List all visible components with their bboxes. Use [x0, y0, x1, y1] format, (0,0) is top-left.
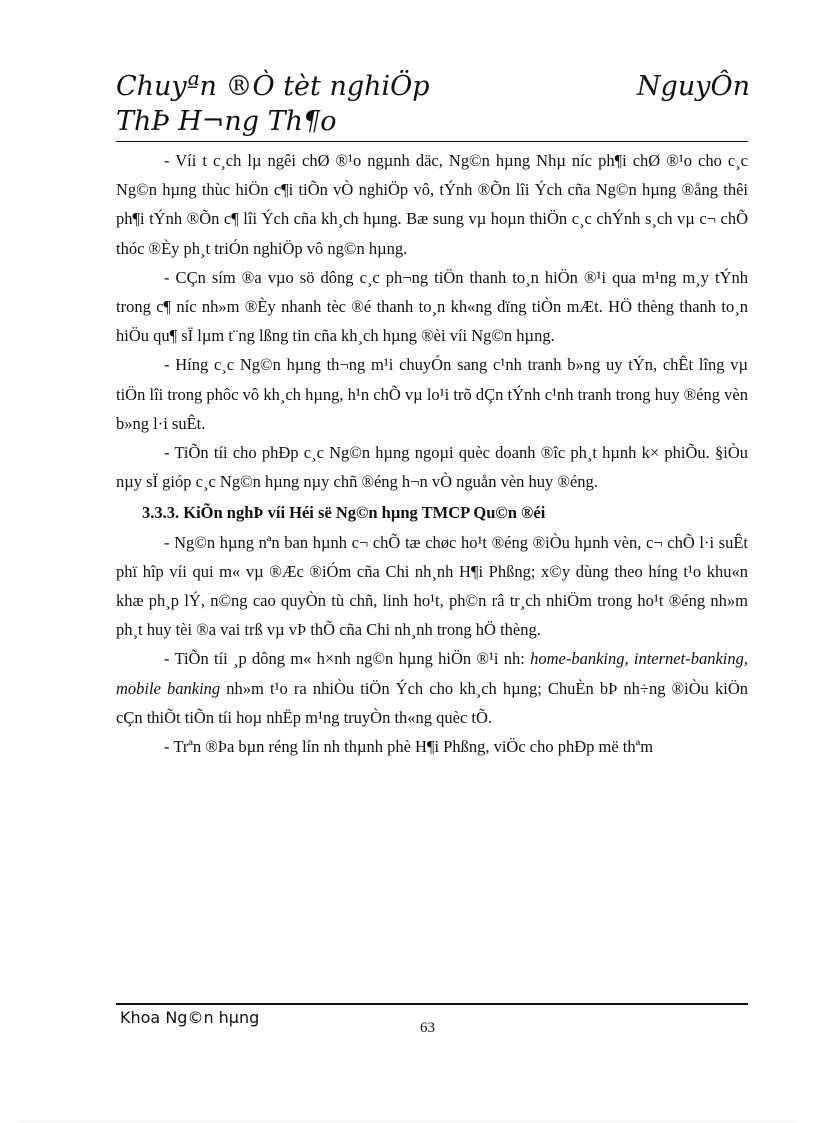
paragraph: - Híng c¸c Ng©n hµng th¬ng m¹i chuyÓn sang c¹nh tranh b»ng uy tÝn, chÊt lîng vµ tiÖn lîi trong phôc vô kh¸ch hµng, h¹n chÕ vµ lo¹i trõ dÇn tÝnh c¹nh tranh trong huy ®éng vèn b»ng l·i suÊt. — [116, 355, 748, 433]
paragraph: - Víi t c¸ch lµ ngêi chØ ®¹o ngµnh däc, Ng©n hµng Nhµ níc ph¶i chØ ®¹o cho c¸c Ng©n hµng thùc hiÖn c¶i tiÕn vÒ nghiÖp vô, tÝnh ®Õn lîi Ých cña Ng©n hµng ®ång thêi ph¶i tÝnh ®Õn c¶ lîi Ých cña kh¸ch hµng. Bæ sung vµ hoµn thiÖn c¸c chÝnh s¸ch vµ c¬ chÕ thóc ®Èy ph¸t triÓn nghiÖp vô ng©n hµng. — [116, 151, 748, 258]
paragraph-ebanking — [116, 644, 748, 732]
document-body — [116, 146, 748, 761]
page-number: 63 — [420, 1020, 435, 1036]
paragraph-continued: - Trªn ®Þa bµn réng lín nh thµnh phè H¶i Phßng, viÖc cho phÐp më thªm — [164, 737, 654, 757]
footer-rule — [116, 1003, 748, 1005]
paragraph-italic-text: home-banking, internet-banking, mobile banking — [116, 649, 748, 698]
paragraph: - Ng©n hµng nªn ban hµnh c¬ chÕ tæ chøc ho¹t ®éng ®iÒu hµnh vèn, c¬ chÕ l·i suÊt phï hîp víi qui m« vµ ®Æc ®iÓm cña Chi nh¸nh H¶i Phßng; x©y dùng theo híng t¹o khu«n khæ ph¸p lÝ, n©ng cao quyÒn tù chñ, linh ho¹t, ph©n râ tr¸ch nhiÖm trong ho¹t ®éng nh»m ph¸t huy tèi ®a vai trß vµ vÞ thÕ cña Chi nh¸nh trong hÖ thèng. — [116, 532, 748, 640]
header-author-first: NguyÔn — [636, 71, 750, 102]
paragraph: - TiÕn tíi cho phÐp c¸c Ng©n hµng ngoµi quèc doanh ®îc ph¸t hµnh k× phiÕu. §iÒu nµy sÏ gióp c¸c Ng©n hµng nµy chñ ®éng h¬n vÒ nguån vèn huy ®éng. — [116, 443, 748, 492]
header-rule — [116, 141, 748, 142]
paragraph-text: nh»m t¹o ra nhiÒu tiÖn Ých cho kh¸ch hµng; ChuÈn bÞ nh÷ng ®iÒu kiÖn cÇn thiÕt tiÕn tíi hoµ nhËp m¹ng truyÒn th«ng quèc tÕ. — [116, 678, 748, 727]
paragraph-text: - TiÕn tíi ¸p dông m« h×nh ng©n hµng hiÖn ®¹i nh: — [164, 649, 531, 669]
footer-department: Khoa Ng©n hµng — [120, 1008, 260, 1027]
page-edge-divider — [20, 1121, 796, 1122]
paragraph: - CÇn sím ®a vµo sö dông c¸c ph¬ng tiÖn thanh to¸n hiÖn ®¹i qua m¹ng m¸y tÝnh trong c¶ níc nh»m ®Èy nhanh tèc ®é thanh to¸n kh«ng dïng tiÒn mÆt. HÖ thèng thanh to¸n hiÖu qu¶ sÏ lµm t¨ng lßng tin cña kh¸ch hµng ®èi víi Ng©n hµng. — [116, 267, 748, 346]
section-heading: 3.3.3. KiÕn nghÞ víi Héi së Ng©n hµng TMCP Qu©n ®éi — [142, 503, 546, 523]
header-author-rest: ThÞ H¬ng Th¶o — [116, 106, 337, 137]
header-title-left: Chuyªn ®Ò tèt nghiÖp — [116, 71, 430, 102]
